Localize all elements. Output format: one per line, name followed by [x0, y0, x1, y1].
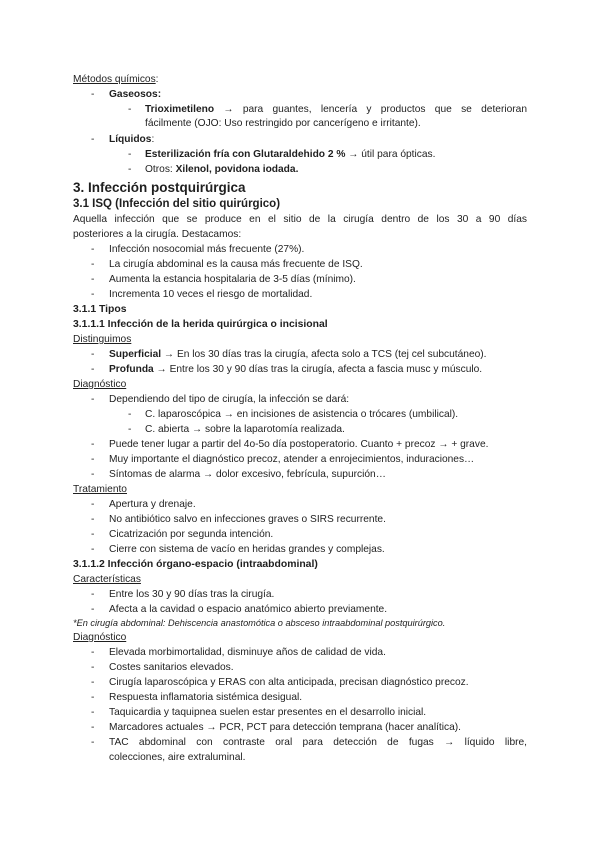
organo-espacio-title: 3.1.1.2 Infección órgano-espacio (intraabdominal)	[73, 559, 318, 570]
diag2-item: Elevada morbimortalidad, disminuye años de calidad de vida.	[109, 647, 386, 658]
bullet-dash: -	[91, 364, 95, 375]
diag2-item: Costes sanitarios elevados.	[109, 662, 234, 673]
bullet-dash: -	[91, 244, 95, 255]
bullet-dash: -	[91, 499, 95, 510]
bullet-dash: -	[91, 349, 95, 360]
bullet-dash: -	[91, 604, 95, 615]
isq-bullet: Aumenta la estancia hospitalaria de 3-5 días (mínimo).	[109, 274, 356, 285]
bullet-dash: -	[91, 647, 95, 658]
tac-line-1: TAC abdominal con contraste oral para detección de fugas → líquido libre,	[109, 737, 527, 748]
car-item: Afecta a la cavidad o espacio anatómico abierto previamente.	[109, 604, 388, 615]
diag-subitem: C. laparoscópica → en incisiones de asistencia o trócares (umbilical).	[145, 409, 459, 420]
bullet-dash: -	[91, 134, 95, 145]
tipos-title: 3.1.1 Tipos	[73, 304, 127, 315]
bullet-dash: -	[91, 394, 95, 405]
diag2-item: Marcadores actuales → PCR, PCT para detección temprana (hacer analítica).	[109, 722, 462, 733]
superficial-line: Superficial → En los 30 días tras la cirugía, afecta solo a TCS (tej cel subcutáneo).	[109, 349, 487, 360]
isq-title: 3.1 ISQ (Infección del sitio quirúrgico)	[73, 198, 281, 210]
bullet-dash: -	[91, 692, 95, 703]
isq-intro-line-2: posteriores a la cirugía. Destacamos:	[73, 229, 242, 240]
trat-item: Apertura y drenaje.	[109, 499, 196, 510]
bullet-dash: -	[128, 409, 132, 420]
bullet-dash: -	[91, 469, 95, 480]
bullet-dash: -	[91, 454, 95, 465]
bullet-dash: -	[128, 424, 132, 435]
bullet-dash: -	[91, 589, 95, 600]
bullet-dash: -	[91, 89, 95, 100]
gaseosos-label: Gaseosos:	[109, 89, 162, 100]
bullet-dash: -	[91, 544, 95, 555]
bullet-dash: -	[91, 514, 95, 525]
diag2-item: Respuesta inflamatoria sistémica desigual.	[109, 692, 303, 703]
incisional-title: 3.1.1.1 Infección de la herida quirúrgica o incisional	[73, 319, 328, 330]
caracteristicas-heading: Características	[73, 574, 141, 585]
bullet-dash: -	[91, 722, 95, 733]
trat-item: Cierre con sistema de vacío en heridas grandes y complejas.	[109, 544, 385, 555]
bullet-dash: -	[128, 104, 132, 115]
tac-line-2: colecciones, aire extraluminal.	[109, 752, 246, 763]
diag-item: Puede tener lugar a partir del 4o-5o día postoperatorio. Cuanto + precoz → + grave.	[109, 439, 489, 450]
liquidos-label: Líquidos:	[109, 134, 155, 145]
diag2-item: Cirugía laparoscópica y ERAS con alta anticipada, precisan diagnóstico precoz.	[109, 677, 469, 688]
trioximetileno-line: Trioximetileno → para guantes, lencería y productos que se deterioran	[145, 104, 527, 115]
bullet-dash: -	[91, 737, 95, 748]
section-3-title: 3. Infección postquirúrgica	[73, 180, 246, 195]
tratamiento-heading: Tratamiento	[73, 484, 127, 495]
diagnostico-heading: Diagnóstico	[73, 379, 127, 390]
bullet-dash: -	[91, 259, 95, 270]
trioximetileno-cont: fácilmente (OJO: Uso restringido por cancerígeno e irritante).	[145, 118, 421, 129]
trat-item: No antibiótico salvo en infecciones graves o SIRS recurrente.	[109, 514, 386, 525]
metodos-quimicos-heading: Métodos químicos:	[73, 74, 159, 85]
diag-item: Dependiendo del tipo de cirugía, la infección se dará:	[109, 394, 350, 405]
isq-bullet: Infección nosocomial más frecuente (27%).	[109, 244, 305, 255]
bullet-dash: -	[91, 274, 95, 285]
bullet-dash: -	[91, 677, 95, 688]
car-item: Entre los 30 y 90 días tras la cirugía.	[109, 589, 275, 600]
otros-line: Otros: Xilenol, povidona iodada.	[145, 164, 299, 175]
trat-item: Cicatrización por segunda intención.	[109, 529, 274, 540]
diag-subitem: C. abierta → sobre la laparotomía realizada.	[145, 424, 345, 435]
diag-item: Síntomas de alarma → dolor excesivo, febrícula, supurción…	[109, 469, 386, 480]
bullet-dash: -	[91, 707, 95, 718]
diag-item: Muy importante el diagnóstico precoz, atender a enrojecimientos, induraciones…	[109, 454, 475, 465]
esterilizacion-line: Esterilización fría con Glutaraldehido 2 % → útil para ópticas.	[145, 149, 436, 160]
bullet-dash: -	[128, 164, 132, 175]
diag2-item: Taquicardia y taquipnea suelen estar presentes en el desarrollo inicial.	[109, 707, 427, 718]
isq-bullet: Incrementa 10 veces el riesgo de mortalidad.	[109, 289, 313, 300]
abdominal-note: *En cirugía abdominal: Dehiscencia anastomótica o absceso intraabdominal postquirúrgico.	[73, 618, 446, 628]
diagnostico-heading-2: Diagnóstico	[73, 632, 127, 643]
bullet-dash: -	[91, 439, 95, 450]
bullet-dash: -	[91, 662, 95, 673]
bullet-dash: -	[91, 289, 95, 300]
isq-bullet: La cirugía abdominal es la causa más frecuente de ISQ.	[109, 259, 363, 270]
bullet-dash: -	[91, 529, 95, 540]
isq-intro-line-1: Aquella infección que se produce en el sitio de la cirugía dentro de los 30 a 90 días	[73, 214, 527, 225]
distinguimos-heading: Distinguimos	[73, 334, 132, 345]
profunda-line: Profunda → Entre los 30 y 90 días tras la cirugía, afecta a fascia musc y músculo.	[109, 364, 483, 375]
bullet-dash: -	[128, 149, 132, 160]
